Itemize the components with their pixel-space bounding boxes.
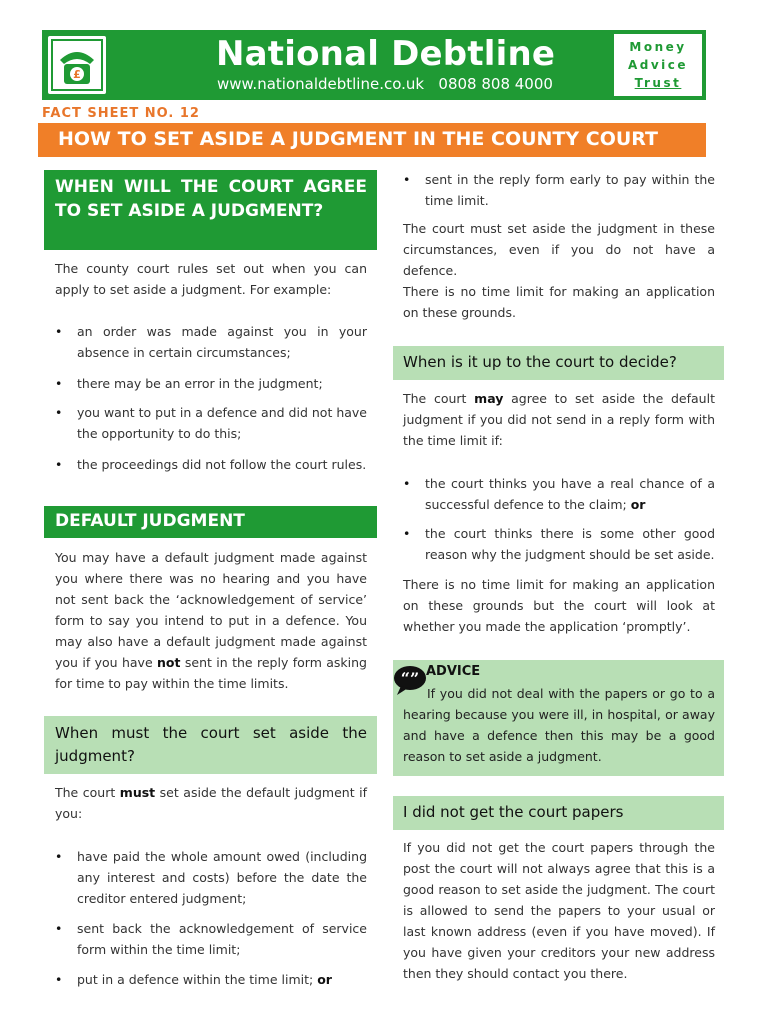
money-advice-trust-logo	[614, 34, 702, 96]
emphasis-text: or	[317, 972, 332, 987]
may-paragraph	[403, 388, 715, 451]
mat-word-money: Money	[629, 40, 687, 54]
list-item	[55, 969, 367, 990]
text-span: The court	[55, 785, 120, 800]
text-span: agree to set aside the default judgment if you did not send in a reply form with the time limit if:	[403, 391, 715, 448]
advice-title: ADVICE	[426, 664, 481, 679]
intro-paragraph: The county court rules set out when you can apply to set aside a judgment. For example:	[55, 261, 367, 297]
list-item: • the proceedings did not follow the court rules.	[55, 454, 367, 475]
text-span: set aside the default judgment if you:	[55, 785, 367, 821]
heading-text: When must the court set aside the judgment?	[55, 724, 367, 765]
court-papers-paragraph: If you did not get the court papers through the post the court will not always agree that this is a good reason to set aside the judgment. The court is allowed to send the papers to your usual or last known address (even if you have moved). If you have given your creditors your new address then they should contact you there.	[403, 840, 715, 981]
list-item: • there may be an error in the judgment;	[55, 373, 367, 394]
list-item: • sent back the acknowledgement of service form within the time limit;	[55, 918, 367, 960]
advice-box	[393, 660, 724, 776]
mat-word-advice: Advice	[627, 58, 689, 72]
list-item: • sent in the reply form early to pay within the time limit.	[403, 169, 715, 211]
text-span: sent in the reply form asking for time to pay within the time limits.	[55, 655, 367, 691]
mat-word-trust: Trust	[634, 76, 682, 90]
advice-text: If you did not deal with the papers or go to a hearing because you were ill, in hospital, or away and have a defence then this may be a good reason to set aside a judgment.	[403, 686, 715, 764]
heading-default-judgment	[44, 506, 377, 538]
svg-text:£: £	[73, 68, 81, 81]
heading-up-to-court	[393, 346, 724, 380]
must-paragraph	[55, 782, 367, 824]
text-span: The court	[403, 391, 475, 406]
emphasis-text: not	[157, 655, 181, 670]
list-item	[403, 473, 715, 515]
heading-text: When is it up to the court to decide?	[403, 353, 677, 371]
heading-when-will-court	[44, 170, 377, 250]
text-span: You may have a default judgment made against you where there was no hearing and you have not sent back the ‘acknowledgement of service’ form to say you intend to put in a defence. You may also have a default judgment made against you if you have	[55, 550, 367, 670]
heading-court-papers	[393, 796, 724, 830]
list-item: • the court thinks there is some other good reason why the judgment should be set aside.	[403, 523, 715, 565]
emphasis-text: must	[119, 785, 156, 800]
heading-text: DEFAULT JUDGMENT	[55, 511, 245, 531]
emphasis-text: may	[474, 391, 504, 406]
brand-contact	[217, 75, 553, 93]
phone-number: 0808 808 4000	[438, 75, 553, 93]
brand-title: National Debtline	[216, 34, 556, 74]
website-link[interactable]: www.nationaldebtline.co.uk	[217, 75, 425, 93]
telephone-logo-icon	[48, 36, 106, 94]
list-item: • have paid the whole amount owed (including any interest and costs) before the date the creditor entered judgment;	[55, 846, 367, 909]
promptly-paragraph: There is no time limit for making an application on these grounds but the court will look at whether you made the application ‘promptly’.	[403, 577, 715, 634]
page-title: HOW TO SET ASIDE A JUDGMENT IN THE COUNTY COURT	[58, 128, 659, 150]
list-item: • an order was made against you in your absence in certain circumstances;	[55, 321, 367, 363]
heading-when-must-court	[44, 716, 377, 774]
default-judgment-paragraph	[55, 547, 367, 694]
emphasis-text: or	[630, 497, 646, 512]
text-span: put in a defence within the time limit;	[77, 972, 318, 987]
heading-text: WHEN WILL THE COURT AGREE TO SET ASIDE A JUDGMENT?	[55, 177, 367, 221]
no-time-limit-paragraph: There is no time limit for making an application on these grounds.	[403, 284, 715, 320]
svg-text:“”: “”	[400, 669, 420, 688]
fact-sheet-number: FACT SHEET NO. 12	[42, 106, 200, 121]
list-item: • you want to put in a defence and did not have the opportunity to do this;	[55, 402, 367, 444]
heading-text: I did not get the court papers	[403, 803, 624, 821]
must-set-aside-paragraph: The court must set aside the judgment in these circumstances, even if you do not have a defence.	[403, 221, 715, 278]
text-span: the court thinks you have a real chance of a successful defence to the claim;	[425, 476, 715, 512]
